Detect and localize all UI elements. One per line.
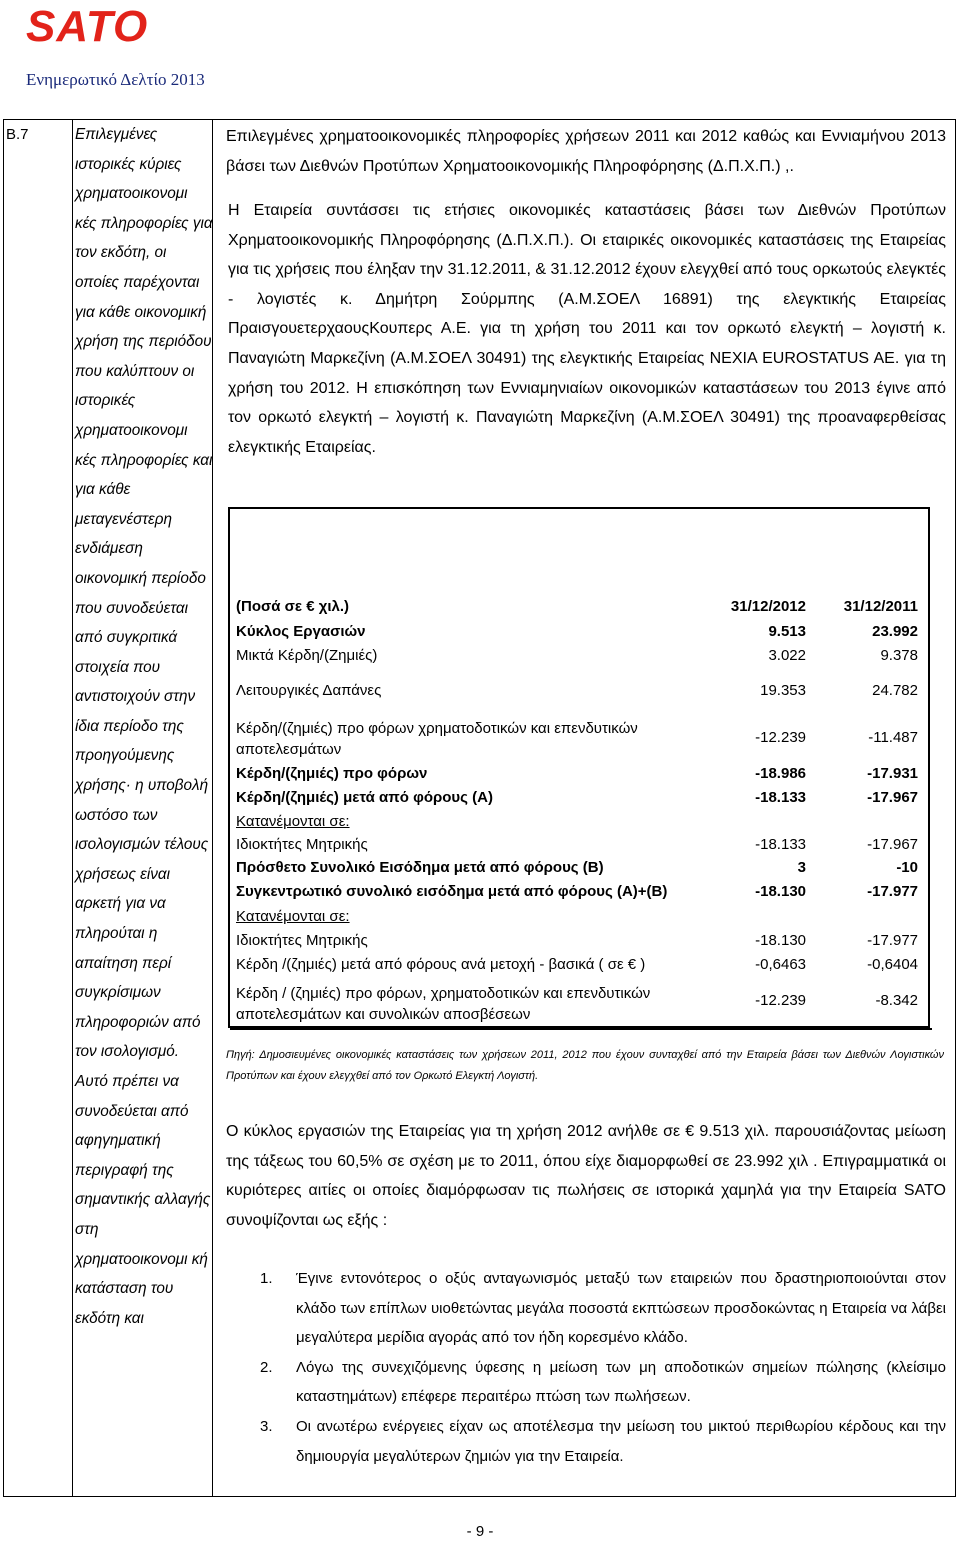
row-label: Κέρδη/(ζημιές) προ φόρων χρηματοδοτικών και επενδυτικών αποτελεσμάτων [236,720,638,758]
row-label: Ιδιοκτήτες Μητρικής [236,932,368,949]
row-value-2012: -18.986 [755,765,806,782]
list-item [260,1412,946,1471]
row-value-2012: -12.239 [755,992,806,1009]
row-value-2011: -17.967 [867,836,918,853]
row-value-2012: -18.130 [755,932,806,949]
bulletin-title: Ενημερωτικό Δελτίο 2013 [26,70,205,89]
row-value-2012: -18.130 [755,883,806,900]
row-value-2012: -12.239 [755,729,806,746]
row-value-2011: -11.487 [868,729,918,746]
section-code: B.7 [6,126,29,143]
row-value-2011: -8.342 [875,992,918,1009]
table-header-col1: 31/12/2012 [730,598,806,615]
table-header-label: (Ποσά σε € χιλ.) [236,598,350,615]
row-value-2012: -0,6463 [755,956,806,973]
list-item [260,1353,946,1412]
row-label: Λειτουργικές Δαπάνες [236,682,382,699]
row-label: Κέρδη/(ζημιές) μετά από φόρους (Α) [236,789,493,806]
table-row [236,718,918,760]
row-value-2012: 3 [797,859,806,876]
list-item [260,1264,946,1353]
source-note: Πηγή: Δημοσιευμένες οικονομικές καταστάσεις των χρήσεων 2011, 2012 που έχουν συνταχθεί από την Εταιρεία βάσει των Διεθνών Λογιστικών Προτύπων και έχουν ελεγχθεί από τον Ορκωτό Ελεγκτή Λογιστή. [226,1049,944,1082]
list-item-number: 1. [260,1270,273,1287]
row-value-2011: 9.378 [880,647,918,664]
row-label: Πρόσθετο Συνολικό Εισόδημα μετά από φόρους (Β) [236,859,604,876]
row-value-2011: -10 [896,859,918,876]
list-item-text: Έγινε εντονότερος ο οξύς ανταγωνισμός μεταξύ των εταιρειών που δραστηριοποιούνται στον κλάδο των επίπλων υιοθετώντας μεγάλα ποσοστά εκπτώσεων προσδοκώντας η Εταιρεία να λάβει μεγαλύτερα μερίδια αγοράς από τον ήδη κορεσμένο κλάδο. [296,1270,946,1347]
row-label: Κέρδη /(ζημιές) μετά από φόρους ανά μετοχή - βασικά ( σε € ) [236,956,646,973]
list-item-number: 2. [260,1358,273,1376]
page-number: - 9 - [466,1523,494,1540]
row-label: Μικτά Κέρδη/(Ζημιές) [236,647,378,664]
row-label: Κύκλος Εργασιών [236,623,366,640]
list-item-text: Λόγω της συνεχιζόμενης ύφεσης η μείωση των μη αποδοτικών σημείων πώλησης (κλείσιμο καταστημάτων) επέφερε περαιτέρω πτώση των πωλήσεων. [296,1358,946,1406]
row-value-2011: -17.967 [867,789,918,806]
section-label: Επιλεγμένες ιστορικές κύριες χρηματοοικονομι κές πληροφορίες για τον εκδότη, οι οποίες παρέχονται για κάθε οικονομική χρήση της περιόδου που καλύπτουν οι ιστορικές χρηματοοικονομι κές πληροφορίες και για κάθε μεταγενέστερη ενδιάμεση οικονομική περίοδο που συνοδεύεται από συγκριτικά στοιχεία που αντιστοιχούν στην ίδια περίοδο της προηγούμενης χρήσης· η υποβολή ωστόσο των ισολογισμών τέλους χρήσεως είναι αρκετή για να πληρούται η απαίτηση περί συγκρίσιμων πληροφοριών από τον ισολογισμό. Αυτό πρέπει να συνοδεύεται από αφηγηματική περιγραφή της σημαντικής αλλαγής στη χρηματοοικονομι κή κατάσταση του εκδότη και [75,126,213,1327]
row-value-2011: 24.782 [872,682,918,699]
row-value-2011: 23.992 [872,623,918,640]
row-value-2011: -17.931 [867,765,918,782]
row-value-2012: 9.513 [768,623,806,640]
row-label: Συγκεντρωτικό συνολικό εισόδημα μετά από φόρους (Α)+(Β) [236,883,668,900]
audit-paragraph: Η Εταιρεία συντάσσει τις ετήσιες οικονομικές καταστάσεις βάσει των Διεθνών Προτύπων Χρηματοοικονομικής Πληροφόρησης (Δ.Π.Χ.Π.). Οι εταιρικές οικονομικές καταστάσεις της Εταιρείας για τις χρήσεις που έληξαν την 31.12.2011, & 31.12.2012 έχουν ελεγχθεί από τους ορκωτούς ελεγκτές - λογιστές κ. Δημήτρη Σούρμπης (Α.Μ.ΣΟΕΛ 16891) της ελεγκτικής Εταιρείας ΠραισγουετερχαουςΚουπερς Α.Ε. για τη χρήση του 2011 και τον ορκωτό ελεγκτή – λογιστή κ. Παναγιώτη Μαρκεζίνη (Α.Μ.ΣΟΕΛ 30491) της ελεγκτικής Εταιρείας NEXIA EUROSTATUS AE. για τη χρήση του 2012. Η επισκόπηση των Εννιαμηνιαίων οικονομικών καταστάσεων του 2013 έγινε από τον ορκωτό ελεγκτή – λογιστή κ. Παναγιώτη Μαρκεζίνη (Α.Μ.ΣΟΕΛ 30491) της προαναφερθείσας ελεγκτικής Εταιρείας. [228,202,946,456]
row-label: Κέρδη / (ζημιές) προ φόρων, χρηματοδοτικών και επενδυτικών αποτελεσμάτων και συνολικών αποσβέσεων [236,985,651,1023]
row-label: Ιδιοκτήτες Μητρικής [236,836,368,853]
row-value-2012: 19.353 [760,682,806,699]
row-value-2011: -17.977 [867,883,918,900]
row-value-2011: -17.977 [867,932,918,949]
row-value-2012: -18.133 [755,836,806,853]
row-label: Κέρδη/(ζημιές) προ φόρων [236,765,428,782]
reasons-list [260,1264,946,1471]
row-value-2011: -0,6404 [867,956,918,973]
intro-paragraph: Επιλεγμένες χρηματοοικονομικές πληροφορίες χρήσεων 2011 και 2012 καθώς και Εννιαμήνου 2013 βάσει των Διεθνών Προτύπων Χρηματοοικονομικής Πληροφόρησης (Δ.Π.Χ.Π.) ,. [226,128,946,175]
table-header-col2: 31/12/2011 [843,598,918,615]
list-item-number: 3. [260,1417,273,1435]
revenue-paragraph: Ο κύκλος εργασιών της Εταιρείας για τη χρήση 2012 ανήλθε σε € 9.513 χιλ. παρουσιάζοντας μείωση της τάξεως του 60,5% σε σχέση με το 2011, όπου είχε διαμορφωθεί σε 23.992 χιλ . Επιγραμματικά οι κυριότερες αιτίες οι οποίες διαμόρφωσαν τις πωλήσεις σε ιστορικά χαμηλά για την Εταιρεία SATO συνοψίζονται ως εξής : [226,1123,946,1229]
column-divider-1 [72,119,73,1497]
row-label: Κατανέμονται σε: [236,908,350,925]
sato-logo: SATO [26,2,149,51]
table-row [236,983,918,1027]
list-item-text: Οι ανωτέρω ενέργειες είχαν ως αποτέλεσμα την μείωση του μικτού περιθωρίου κέρδους και την δημιουργία μεγαλύτερων ζημιών για την Εταιρεία. [296,1417,946,1465]
row-label: Κατανέμονται σε: [236,813,350,830]
row-value-2012: -18.133 [755,789,806,806]
row-value-2012: 3.022 [768,647,806,664]
